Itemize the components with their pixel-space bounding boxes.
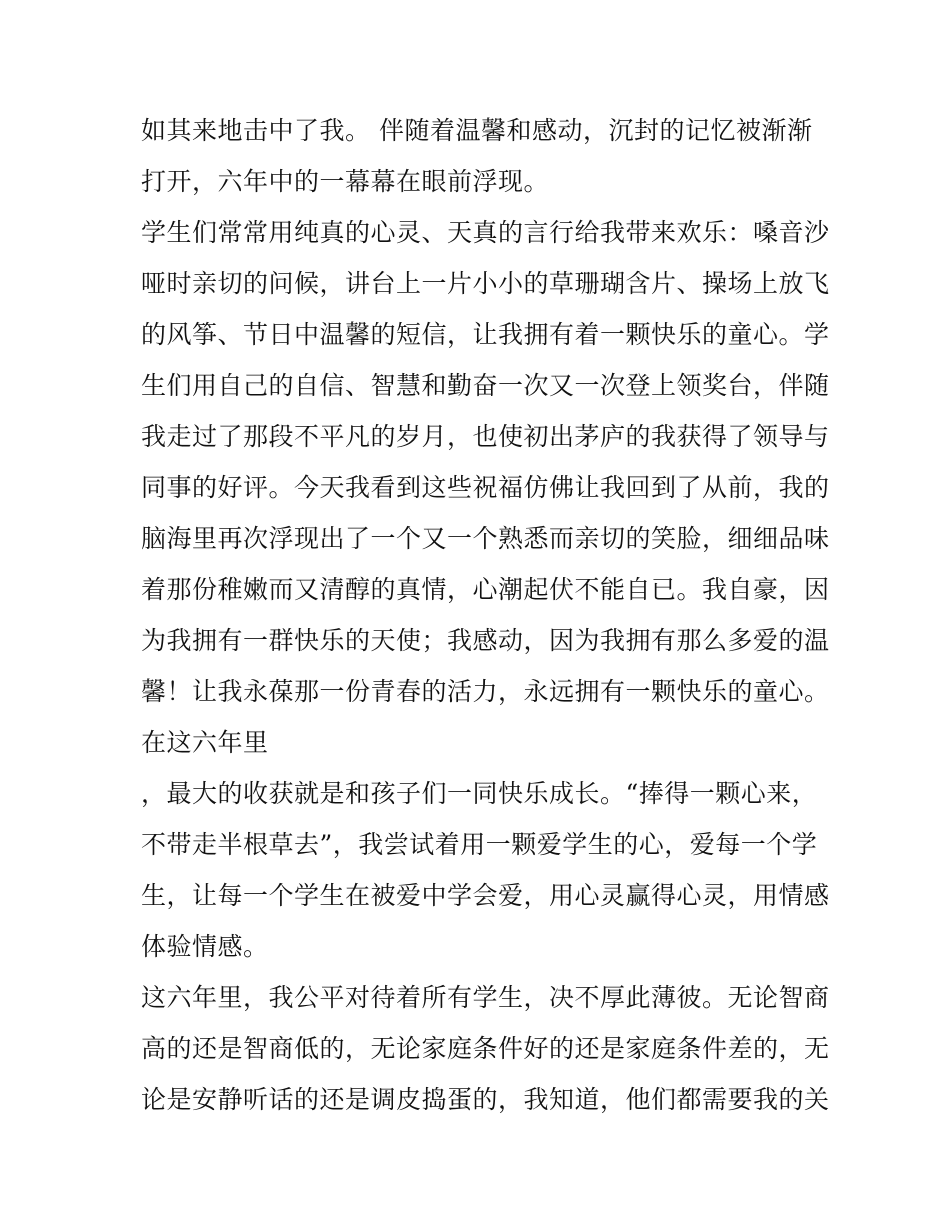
text-line-10: 着那份稚嫩而又清醇的真情，心潮起伏不能自已。我自豪，因 xyxy=(141,575,830,604)
text-line-4: 哑时亲切的问候，讲台上一片小小的草珊瑚含片、操场上放飞 xyxy=(141,269,830,298)
text-line-14: ，最大的收获就是和孩子们一同快乐成长。“捧得一颗心来， xyxy=(141,779,818,808)
text-line-15: 不带走半根草去”，我尝试着用一颗爱学生的心，爱每一个学 xyxy=(141,830,818,859)
text-line-2: 打开，六年中的一幕幕在眼前浮现。 xyxy=(141,167,550,196)
text-line-18: 这六年里，我公平对待着所有学生，决不厚此薄彼。无论智商 xyxy=(141,983,830,1012)
text-line-7: 我走过了那段不平凡的岁月，也使初出茅庐的我获得了领导与 xyxy=(141,422,830,451)
text-line-9: 脑海里再次浮现出了一个又一个熟悉而亲切的笑脸，细细品味 xyxy=(141,524,830,553)
text-line-6: 生们用自己的自信、智慧和勤奋一次又一次登上领奖台，伴随 xyxy=(141,371,830,400)
text-line-8: 同事的好评。今天我看到这些祝福仿佛让我回到了从前，我的 xyxy=(141,473,830,502)
text-line-19: 高的还是智商低的，无论家庭条件好的还是家庭条件差的，无 xyxy=(141,1034,830,1063)
text-line-20: 论是安静听话的还是调皮捣蛋的，我知道，他们都需要我的关 xyxy=(141,1085,830,1114)
text-line-13: 在这六年里 xyxy=(141,728,269,757)
text-line-12: 馨！让我永葆那一份青春的活力，永远拥有一颗快乐的童心。 xyxy=(141,677,830,706)
text-line-11: 为我拥有一群快乐的天使；我感动，因为我拥有那么多爱的温 xyxy=(141,626,830,655)
text-line-1: 如其来地击中了我。 伴随着温馨和感动，沉封的记忆被渐渐 xyxy=(141,116,813,145)
text-line-3: 学生们常常用纯真的心灵、天真的言行给我带来欢乐：嗓音沙 xyxy=(141,218,830,247)
text-line-5: 的风筝、节日中温馨的短信，让我拥有着一颗快乐的童心。学 xyxy=(141,320,830,349)
document-body xyxy=(141,105,830,1125)
text-line-17: 体验情感。 xyxy=(141,932,269,961)
text-line-16: 生，让每一个学生在被爱中学会爱，用心灵赢得心灵，用情感 xyxy=(141,881,830,910)
